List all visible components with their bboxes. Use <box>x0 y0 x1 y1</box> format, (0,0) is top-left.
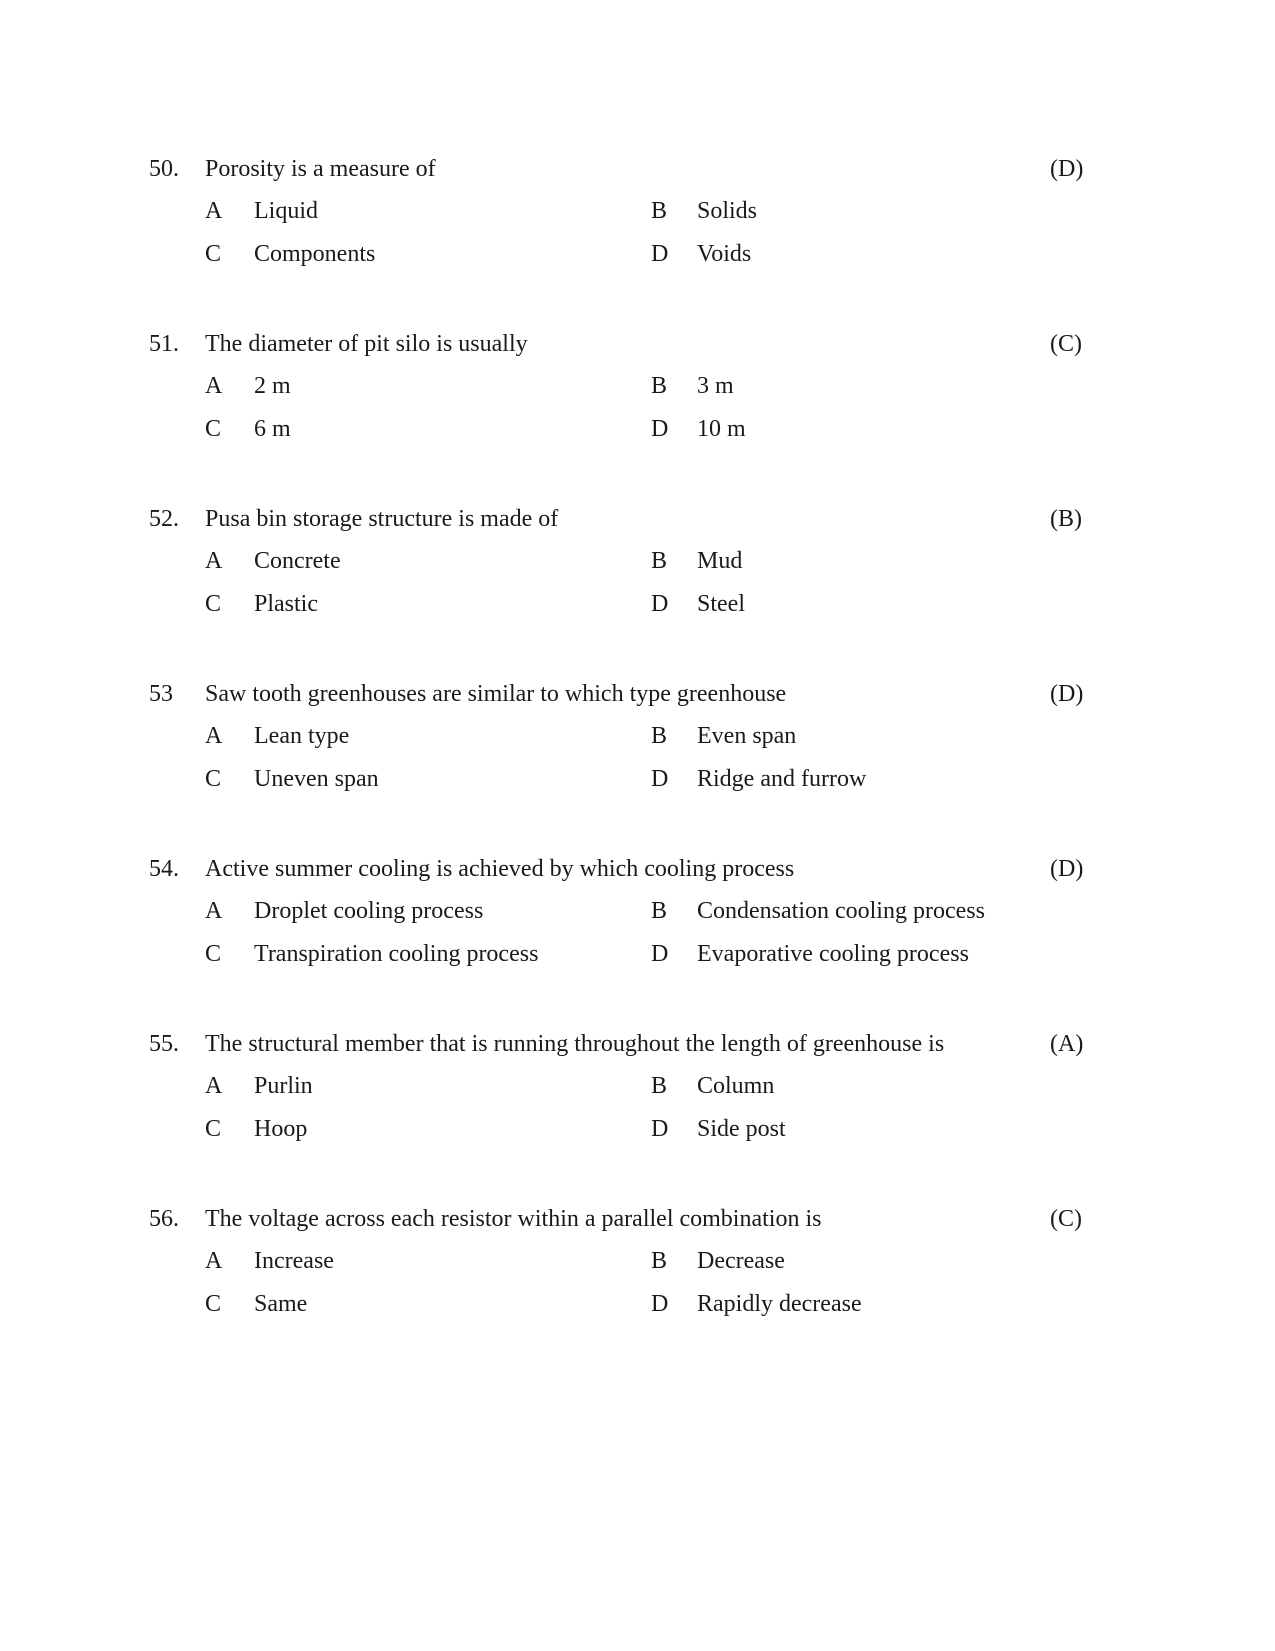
option-text: Condensation cooling process <box>697 898 985 924</box>
option-letter: B <box>651 548 668 574</box>
option-text: Decrease <box>697 1248 785 1274</box>
option-letter: C <box>205 1116 222 1142</box>
question-55 <box>0 1029 1275 1159</box>
question-50 <box>0 154 1275 284</box>
option-letter: B <box>651 723 668 749</box>
option-text: Solids <box>697 198 758 224</box>
option-text: 6 m <box>254 416 291 442</box>
question-53 <box>0 679 1275 809</box>
option-letter: B <box>651 898 668 924</box>
question-text: Saw tooth greenhouses are similar to which type greenhouse <box>205 681 787 707</box>
question-text: Porosity is a measure of <box>205 156 436 182</box>
answer-key: (D) <box>1050 681 1084 707</box>
option-letter: B <box>651 198 668 224</box>
option-text: Mud <box>697 548 743 574</box>
question-text: The diameter of pit silo is usually <box>205 331 528 357</box>
question-51 <box>0 329 1275 459</box>
question-text: Pusa bin storage structure is made of <box>205 506 559 532</box>
question-number: 55. <box>149 1031 179 1057</box>
option-letter: D <box>651 591 669 617</box>
option-letter: A <box>205 1073 223 1099</box>
option-text: Column <box>697 1073 775 1099</box>
question-number: 52. <box>149 506 179 532</box>
answer-key: (C) <box>1050 331 1082 357</box>
option-text: Evaporative cooling process <box>697 941 969 967</box>
option-letter: D <box>651 416 669 442</box>
option-text: 2 m <box>254 373 291 399</box>
option-letter: D <box>651 941 669 967</box>
option-text: 10 m <box>697 416 746 442</box>
option-text: Uneven span <box>254 766 379 792</box>
answer-key: (C) <box>1050 1206 1082 1232</box>
option-text: Even span <box>697 723 797 749</box>
option-letter: D <box>651 1291 669 1317</box>
option-letter: A <box>205 198 223 224</box>
option-text: Steel <box>697 591 745 617</box>
question-number: 53 <box>149 681 173 707</box>
option-text: Concrete <box>254 548 341 574</box>
question-52 <box>0 504 1275 634</box>
option-text: Plastic <box>254 591 318 617</box>
question-number: 54. <box>149 856 179 882</box>
option-text: Side post <box>697 1116 786 1142</box>
answer-key: (D) <box>1050 856 1084 882</box>
option-text: Droplet cooling process <box>254 898 484 924</box>
option-text: Components <box>254 241 376 267</box>
option-letter: A <box>205 1248 223 1274</box>
question-number: 51. <box>149 331 179 357</box>
option-text: Increase <box>254 1248 334 1274</box>
option-letter: C <box>205 941 222 967</box>
question-number: 56. <box>149 1206 179 1232</box>
option-letter: A <box>205 723 223 749</box>
question-text: Active summer cooling is achieved by which cooling process <box>205 856 795 882</box>
answer-key: (A) <box>1050 1031 1084 1057</box>
question-text: The voltage across each resistor within a parallel combination is <box>205 1206 822 1232</box>
question-56 <box>0 1204 1275 1334</box>
option-letter: C <box>205 416 222 442</box>
question-54 <box>0 854 1275 984</box>
option-letter: B <box>651 373 668 399</box>
option-letter: A <box>205 373 223 399</box>
option-letter: D <box>651 766 669 792</box>
option-letter: B <box>651 1248 668 1274</box>
option-letter: A <box>205 898 223 924</box>
answer-key: (B) <box>1050 506 1082 532</box>
option-letter: D <box>651 241 669 267</box>
option-letter: D <box>651 1116 669 1142</box>
option-text: Lean type <box>254 723 350 749</box>
option-text: Voids <box>697 241 752 267</box>
option-text: Hoop <box>254 1116 308 1142</box>
option-letter: A <box>205 548 223 574</box>
question-number: 50. <box>149 156 179 182</box>
option-text: Same <box>254 1291 308 1317</box>
option-letter: C <box>205 1291 222 1317</box>
option-letter: C <box>205 591 222 617</box>
option-text: Purlin <box>254 1073 313 1099</box>
option-letter: C <box>205 241 222 267</box>
option-text: 3 m <box>697 373 734 399</box>
option-text: Rapidly decrease <box>697 1291 862 1317</box>
option-text: Ridge and furrow <box>697 766 867 792</box>
option-text: Transpiration cooling process <box>254 941 539 967</box>
question-text: The structural member that is running throughout the length of greenhouse is <box>205 1031 945 1057</box>
option-letter: B <box>651 1073 668 1099</box>
option-text: Liquid <box>254 198 318 224</box>
option-letter: C <box>205 766 222 792</box>
answer-key: (D) <box>1050 156 1084 182</box>
